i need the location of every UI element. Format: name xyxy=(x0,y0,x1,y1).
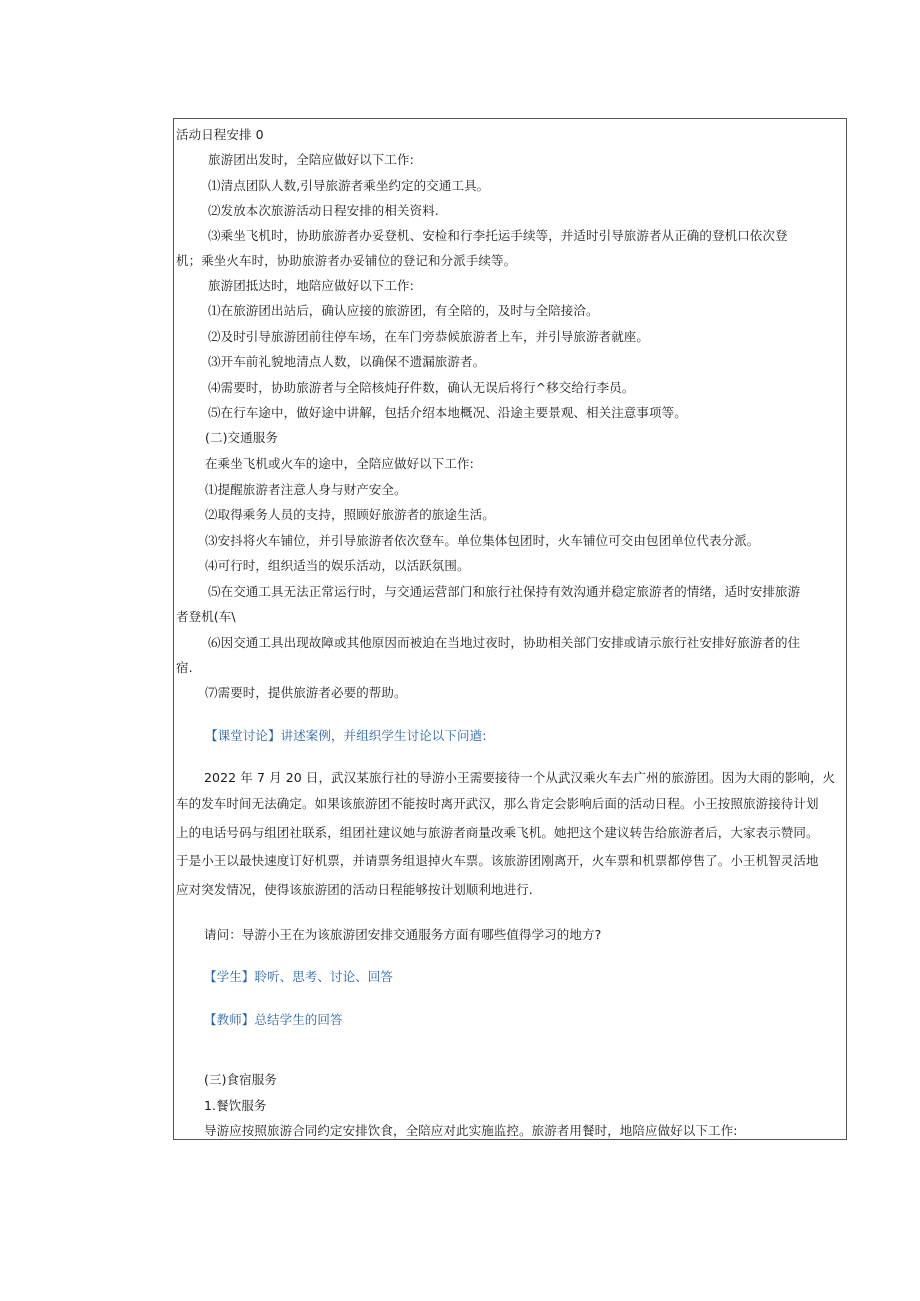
arrival-item: ⑶开车前礼貌地清点人数，以确保不遗漏旅游者。 xyxy=(208,354,486,369)
arrival-item: ⑴在旅游团出站后，确认应接的旅游团，有全陪的，及时与全陪接洽。 xyxy=(208,303,599,318)
section-transport-heading: (二)交通服务 xyxy=(205,430,278,445)
teacher-activity: 【教师】总结学生的回答 xyxy=(204,1012,343,1027)
transport-item-cont: 宿. xyxy=(176,660,193,675)
departure-item-cont: 机；乘坐火车时，协助旅游者办妥铺位的登记和分派手续等。 xyxy=(176,253,517,268)
transport-intro: 在乘坐飞机或火车的途中，全陪应做好以下工作: xyxy=(205,456,474,471)
dining-text: 导游应按照旅游合同约定安排饮食，全陪应对此实施监控。旅游者用餐时，地陪应做好以下工作: xyxy=(204,1123,738,1138)
departure-intro: 旅游团出发时，全陪应做好以下工作: xyxy=(208,152,414,167)
case-line: 车的发车时间无法确定。如果该旅游团不能按时离开武汉，那么肯定会影响后面的活动日程。小王按照旅游接待计划 xyxy=(176,796,819,811)
arrival-item: ⑵及时引导旅游团前往停车场，在车门旁恭候旅游者上车，并引导旅游者就座。 xyxy=(208,329,650,344)
case-line: 于是小王以最快速度订好机票，并请票务组退掉火车票。该旅游团刚离开，火车票和机票都停售了。小王机智灵活地 xyxy=(176,853,819,868)
class-discussion: 【课堂讨论】讲述案例，并组织学生讨论以下问遒: xyxy=(205,728,487,743)
case-line: 2022 年 7 月 20 日，武汉某旅行社的导游小王需要接待一个从武汉乘火车去广州的旅游团。因为大雨的影响，火 xyxy=(204,770,836,785)
arrival-item: ⑸在行车途中，做好途中讲解，包括介绍本地概况、沿途主要景观、相关注意事项等。 xyxy=(208,405,687,420)
departure-item: ⑵发放本次旅游活动日程安排的相关资料. xyxy=(208,203,439,218)
departure-item: ⑶乘坐飞机时，协助旅游者办妥登机、安检和行李托运手续等，并适时引导旅游者从正确的登机口依次登 xyxy=(208,228,788,243)
transport-item: ⑴提醒旅游者注意人身与财产安全。 xyxy=(205,482,407,497)
transport-item: ⑹因交通工具出现故障或其他原因而被迫在当地过夜时，协助相关部门安排或请示旅行社安排好旅游者的住 xyxy=(208,635,801,650)
arrival-intro: 旅游团抵达时，地陪应做好以下工作: xyxy=(208,278,414,293)
transport-item: ⑺需要时，提供旅游者必要的帮助。 xyxy=(205,685,407,700)
section-lodging-heading: (三)食宿服务 xyxy=(204,1072,277,1087)
question: 请问：导游小王在为该旅游团安排交通服务方面有哪些值得学习的地方? xyxy=(204,927,602,942)
transport-item: ⑶安抖将火车铺位，并引导旅游者依次登车。单位集体包团时，火车铺位可交由包团单位代表分派。 xyxy=(205,533,760,548)
student-activity: 【学生】聆听、思考、讨论、回答 xyxy=(204,969,394,984)
arrival-item: ⑷需要时，协助旅游者与全陪核炖孖件数，确认无误后将行^移交给行李员。 xyxy=(208,380,635,395)
lesson-table-cell xyxy=(173,118,847,1140)
transport-item: ⑸在交通工具无法正常运行时，与交通运营部门和旅行社保持有效沟通并稳定旅游者的情绪，适时安排旅游 xyxy=(208,584,801,599)
schedule-header: 活动日程安排 0 xyxy=(176,127,264,142)
departure-item: ⑴清点团队人数,引导旅游者乘坐约定的交通工具。 xyxy=(208,178,490,193)
transport-item: ⑵取得乘务人员的支持，照顾好旅游者的旅途生活。 xyxy=(205,507,495,522)
transport-item-cont: 者登机(车\ xyxy=(176,609,236,624)
case-line: 上的电话号码与组团社联系，组团社建议她与旅游者商量改乘飞机。她把这个建议转告给旅游者后，大家表示赞同。 xyxy=(176,825,819,840)
transport-item: ⑷可行时，组织适当的娱乐活动，以活跃氛围。 xyxy=(205,558,470,573)
case-line: 应对突发情况，使得该旅游团的活动日程能够按计划顺利地进行. xyxy=(176,882,533,897)
subsection-dining: 1.餐饮服务 xyxy=(204,1098,267,1113)
